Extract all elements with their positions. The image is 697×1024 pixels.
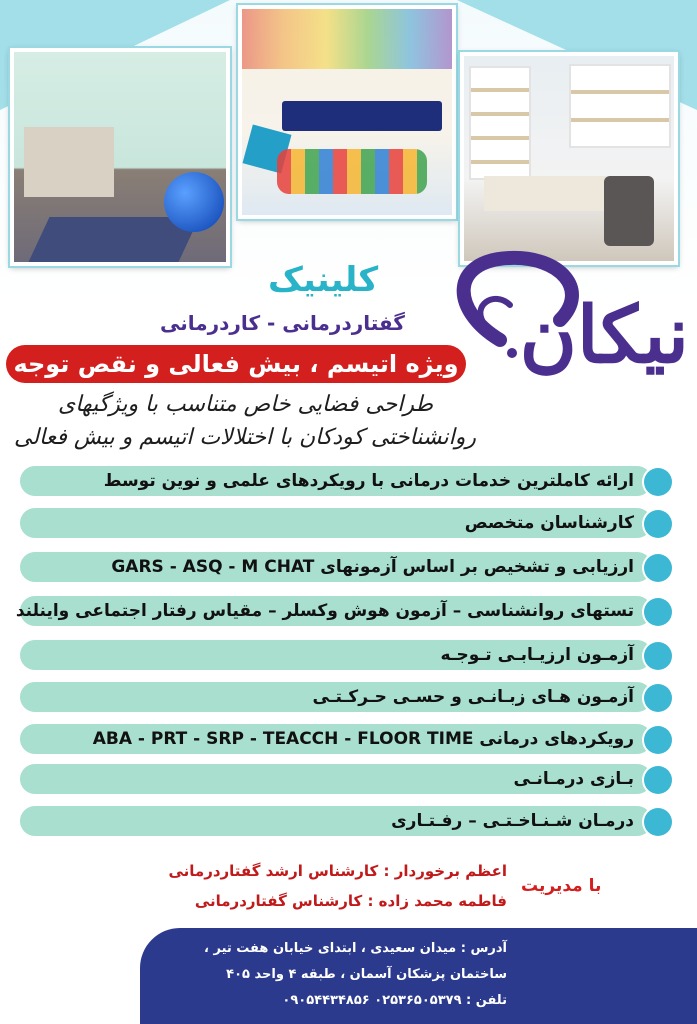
- logo-wordmark: نیکان: [519, 290, 689, 381]
- therapy-room-photo: [10, 48, 230, 266]
- address-line-2: ساختمان پزشکان آسمان ، طبقه ۴ واحد ۴۰۵: [226, 967, 507, 982]
- list-item: [20, 552, 672, 582]
- manager-2: فاطمه محمد زاده : کارشناس گفتاردرمانی: [194, 892, 507, 910]
- manager-1: اعظم برخوردار : کارشناس ارشد گفتاردرمانی: [168, 862, 507, 880]
- desk-shape: [484, 176, 624, 211]
- list-item: [15, 596, 672, 626]
- bullet-dot-icon: [644, 684, 672, 712]
- list-item: [20, 640, 672, 670]
- list-item: [20, 806, 672, 836]
- wall-shelf-shape: [569, 64, 671, 148]
- list-item-text: درمـان شـنـاخـتـی – رفـتـاری: [391, 811, 634, 831]
- bullet-dot-icon: [644, 598, 672, 626]
- wall-banner-shape: [282, 101, 442, 131]
- bullet-dot-icon: [644, 726, 672, 754]
- list-item: [20, 508, 672, 538]
- list-item-text: ارائه کاملترین خدمات درمانی با رویکردهای علمی و نوین توسط: [103, 471, 634, 491]
- list-item: [20, 724, 672, 754]
- list-item-text: رویکردهای درمانی ABA - PRT - SRP - TEACCH - FLOOR TIME: [92, 729, 634, 749]
- list-item-text: آزمـون هـای زبـانـی و حسـی حـرکـتـی: [312, 687, 634, 707]
- list-item-text: آزمـون ارزیـابـی تـوجـه: [440, 645, 634, 665]
- desk-shape: [24, 127, 114, 197]
- colorful-wall-stripe: [242, 9, 452, 69]
- office-room-photo: [460, 52, 678, 265]
- phone-numbers: تلفن : ۰۲۵۳۶۵۰۵۳۷۹ ۰۹۰۵۴۴۳۴۸۵۶: [282, 993, 507, 1008]
- list-item-text: بـازی درمـانـی: [513, 769, 634, 789]
- bullet-dot-icon: [644, 468, 672, 496]
- bullet-dot-icon: [644, 554, 672, 582]
- list-item: [20, 764, 672, 794]
- bullet-dot-icon: [644, 766, 672, 794]
- tagline-line-2: روانشناختی کودکان با اختلالات اتیسم و بیش فعالی: [14, 425, 476, 450]
- management-label: با مدیریت: [521, 876, 602, 896]
- toy-shelf-shape: [469, 66, 531, 180]
- list-item: [20, 682, 672, 712]
- clinic-label: کلینیک: [268, 260, 379, 300]
- chair-shape: [604, 176, 654, 246]
- list-item: [20, 466, 672, 496]
- bullet-dot-icon: [644, 510, 672, 538]
- exercise-ball-shape: [164, 172, 224, 232]
- specialty-pill: ویژه اتیسم ، بیش فعالی و نقص توجه: [6, 345, 466, 383]
- bullet-dot-icon: [644, 642, 672, 670]
- bullet-dot-icon: [644, 808, 672, 836]
- tagline-line-1: طراحی فضایی خاص متناسب با ویژگیهای: [58, 392, 434, 417]
- services-line: گفتاردرمانی - کاردرمانی: [160, 311, 405, 335]
- list-item-text: کارشناسان متخصص: [464, 513, 634, 533]
- address-line-1: آدرس : میدان سعیدی ، ابتدای خیابان هفت تیر ،: [204, 941, 507, 956]
- list-item-text: ارزیابی و تشخیص بر اساس آزمونهای GARS - ASQ - M CHAT: [111, 557, 634, 577]
- list-item-text: تستهای روانشناسی – آزمون هوش وکسلر – مقیاس رفتار اجتماعی واینلند: [15, 601, 634, 621]
- children-figures-shape: [277, 149, 427, 194]
- mural-wall-photo: [238, 5, 456, 219]
